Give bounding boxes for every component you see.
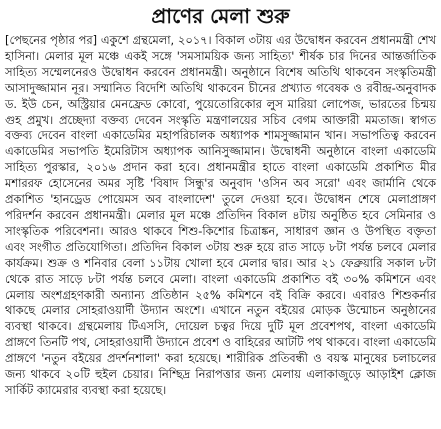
headline: প্রাণের মেলা শুরু	[151, 4, 290, 28]
headline-container	[0, 0, 441, 33]
article-body: [পেছনের পৃষ্ঠার পর] একুশে গ্রন্থমেলা, ২০১৭। বিকাল ৩টায় এর উদ্বোধন করবেন প্রধানমন্ত্রী শেখ হাসিনা। মেলার মূল মঞ্চে একই সঙ্গে 'সমসাময়িক জন্য সাহিত্য' শীর্ষক চার দিনের আন্তর্জাতিক সাহিত্য সম্মেলনেরও উদ্বোধন করবেন প্রধানমন্ত্রী। অনুষ্ঠানে বিশেষ অতিথি থাকবেন সংস্কৃতিমন্ত্রী আসাদুজ্জামান নূর। সম্মানিত বিদেশি অতিথি থাকবেন চীনের প্রখ্যাত গবেষক ও রবীন্দ্র-অনুবাদক ড. ইউ চেন, অস্ট্রিয়ার মেনফ্রেড কোবো, পুয়েতোরিকোর লুস মারিয়া লোপেজ, ভারতের চিন্ময় গুহ প্রমুখ। প্রচ্ছেদ্যা বক্তব্য দেবেন সংস্কৃতি মন্ত্রণালয়ের সচিব বেগম আক্তারী মমতাজ। স্বাগত বক্তব্য দেবেন বাংলা একাডেমির মহাপরিচালক অধ্যাপক শামসুজ্জামান খান। সভাপতিত্ব করবেন একাডেমির সভাপতি ইমেরিটাস অধ্যাপক আনিসুজ্জামান। উদ্বোধনী অনুষ্ঠানে বাংলা একাডেমি সাহিত্য পুরস্কার, ২০১৬ প্রদান করা হবে। প্রধানমন্ত্রীর হাতে বাংলা একাডেমি প্রকাশিত মীর মশাররফ হোসেনের অমর সৃষ্টি 'বিষাদ সিন্ধু'র অনুবাদ 'ওসিন অব সরো' এবং জার্মানি থেকে প্রকাশিত 'হানড্রেড পোয়েমস অব বাংলাদেশ' তুলে দেওয়া হবে। উদ্বোধন শেষে মেলাপ্রাঙ্গণ পরিদর্শন করবেন প্রধানমন্ত্রী। মেলার মূল মঞ্চে প্রতিদিন বিকাল ৪টায় অনুষ্ঠিত হবে সেমিনার ও সাংস্কৃতিক পরিবেশনা। আরও থাকবে শিশু-কিশোর চিত্রাঙ্কন, সাধারণ জ্ঞান ও উপস্থিত বক্তৃতা এবং সংগীত প্রতিযোগিতা। প্রতিদিন বিকাল ৩টায় শুরু হয়ে রাত সাড়ে ৮টা পর্যন্ত চলবে মেলার কার্যক্রম। শুক্র ও শনিবার বেলা ১১টায় খোলা হবে মেলার দ্বার। আর ২১ ফেব্রুয়ারি সকাল ৮টা থেকে রাত সাড়ে ৮টা পর্যন্ত চলবে মেলা। বাংলা একাডেমি প্রকাশিত বই ৩০% কমিশনে এবং মেলায় অংশগ্রহণকারী অন্যান্য প্রতিষ্ঠান ২৫% কমিশনে বই বিক্রি করবে। এবারও শিশুকর্নার থাকছে মেলার সোহরাওয়ার্দী উদ্যান অংশে। এখানে নতুন বইয়ের মোড়ক উন্মোচন অনুষ্ঠানের ব্যবস্থা থাকবে। গ্রন্থমেলায় টিএসসি, দোয়েল চত্বর দিয়ে দুটি মূল প্রবেশপথ, বাংলা একাডেমি প্রাঙ্গণে তিনটি পথ, সোহরাওয়ার্দী উদ্যানে প্রবেশ ও বাহিরের আটটি পথ থাকবে। বাংলা একাডেমি প্রাঙ্গণে 'নতুন বইয়ের প্রদর্শনশালা' করা হয়েছে। শারীরিক প্রতিবন্ধী ও বয়স্ক মানুষের চলাচলের জন্য থাকবে ২০টি হুইল চেয়ার। নিশ্ছিদ্র নিরাপত্তার জন্য মেলায় এলাকাজুড়ে আড়াইশ ক্লোজ সার্কিট ক্যামেরার ব্যবস্থা করা হয়েছে।	[5, 33, 436, 397]
